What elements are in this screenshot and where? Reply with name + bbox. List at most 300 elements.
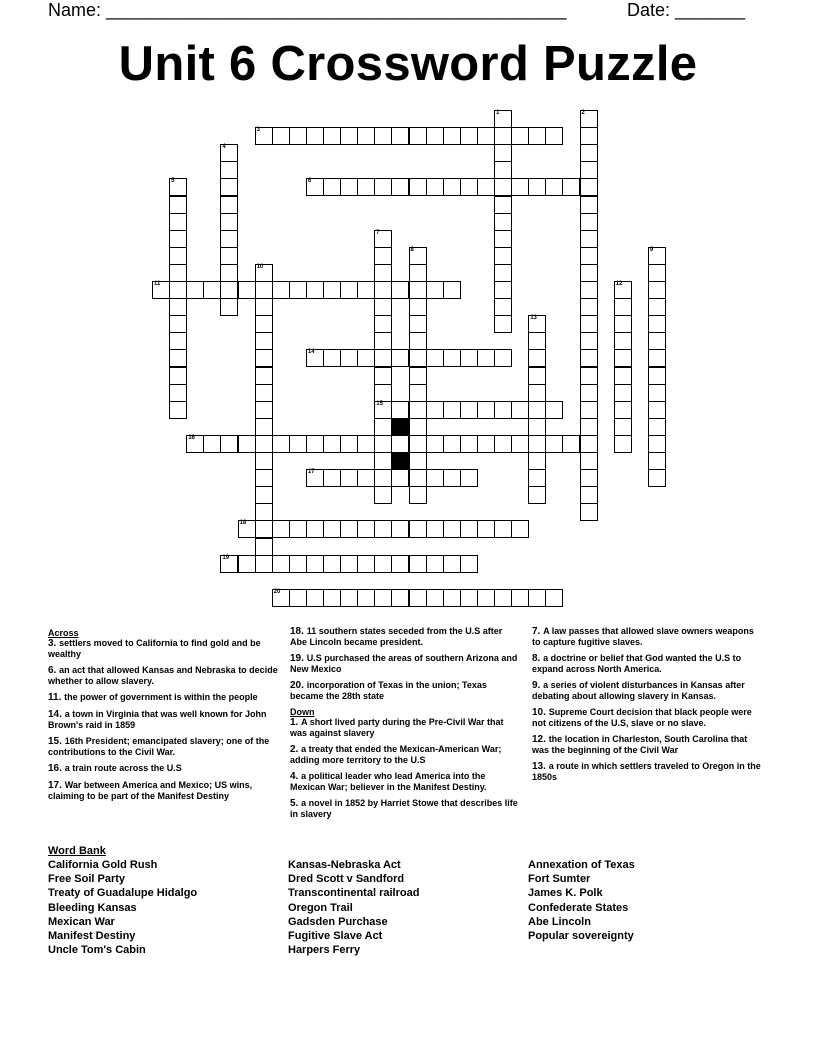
crossword-cell[interactable] <box>323 555 341 573</box>
crossword-cell[interactable] <box>306 555 324 573</box>
crossword-cell[interactable] <box>409 247 427 265</box>
crossword-cell[interactable] <box>255 127 273 145</box>
crossword-cell[interactable] <box>580 144 598 162</box>
crossword-cell[interactable] <box>374 281 392 299</box>
crossword-cell[interactable] <box>580 161 598 179</box>
crossword-cell[interactable] <box>477 349 495 367</box>
crossword-cell[interactable] <box>614 349 632 367</box>
crossword-cell[interactable] <box>255 349 273 367</box>
crossword-cell[interactable] <box>220 144 238 162</box>
crossword-cell[interactable] <box>374 418 392 436</box>
clue-text: a treaty that ended the Mexican-American War; adding more territory to the U.S <box>290 744 502 765</box>
crossword-cell[interactable] <box>443 281 461 299</box>
clue-text: Supreme Court decision that black people were not citizens of the U.S, slave or no slave. <box>532 707 752 728</box>
crossword-cell[interactable] <box>186 435 204 453</box>
crossword-cell[interactable] <box>460 127 478 145</box>
crossword-cell[interactable] <box>494 281 512 299</box>
clue-text: a town in Virginia that was well known for John Brown's raid in 1859 <box>48 709 267 730</box>
crossword-cell[interactable] <box>203 281 221 299</box>
crossword-cell[interactable] <box>426 127 444 145</box>
crossword-cell[interactable] <box>272 520 290 538</box>
crossword-cell[interactable] <box>443 589 461 607</box>
crossword-cell[interactable] <box>323 435 341 453</box>
crossword-cell[interactable] <box>255 435 273 453</box>
crossword-cell[interactable] <box>648 247 666 265</box>
crossword-cell[interactable] <box>152 281 170 299</box>
crossword-cell[interactable] <box>409 401 427 419</box>
crossword-cell[interactable] <box>391 281 409 299</box>
crossword-cell[interactable] <box>220 281 238 299</box>
crossword-cell[interactable] <box>220 196 238 214</box>
crossword-cell[interactable] <box>357 127 375 145</box>
crossword-cell[interactable] <box>391 435 409 453</box>
crossword-cell[interactable] <box>580 503 598 521</box>
crossword-cell[interactable] <box>426 401 444 419</box>
crossword-cell[interactable] <box>477 435 495 453</box>
crossword-cell[interactable] <box>562 178 580 196</box>
crossword-cell[interactable] <box>306 435 324 453</box>
crossword-cell[interactable] <box>528 469 546 487</box>
crossword-cell[interactable] <box>460 589 478 607</box>
crossword-cell[interactable] <box>306 178 324 196</box>
crossword-cell[interactable] <box>528 589 546 607</box>
crossword-cell[interactable] <box>374 435 392 453</box>
crossword-cell[interactable] <box>357 435 375 453</box>
crossword-cell[interactable] <box>580 178 598 196</box>
crossword-cell[interactable] <box>409 418 427 436</box>
crossword-cell[interactable] <box>494 247 512 265</box>
cell-number: 11 <box>154 281 161 287</box>
crossword-cell[interactable] <box>545 127 563 145</box>
crossword-cell[interactable] <box>580 401 598 419</box>
crossword-cell[interactable] <box>340 589 358 607</box>
crossword-cell[interactable] <box>580 264 598 282</box>
crossword-cell[interactable] <box>289 127 307 145</box>
crossword-cell[interactable] <box>255 469 273 487</box>
crossword-cell[interactable] <box>220 264 238 282</box>
crossword-cell[interactable] <box>494 401 512 419</box>
crossword-cell[interactable] <box>494 178 512 196</box>
crossword-cell[interactable] <box>580 110 598 128</box>
crossword-cell[interactable] <box>409 435 427 453</box>
crossword-cell[interactable] <box>340 520 358 538</box>
crossword-cell[interactable] <box>528 349 546 367</box>
crossword-cell[interactable] <box>374 332 392 350</box>
crossword-cell[interactable] <box>426 281 444 299</box>
crossword-cell[interactable] <box>648 401 666 419</box>
crossword-cell[interactable] <box>528 367 546 385</box>
crossword-cell[interactable] <box>323 520 341 538</box>
crossword-cell[interactable] <box>255 555 273 573</box>
crossword-cell[interactable] <box>374 298 392 316</box>
crossword-cell[interactable] <box>426 469 444 487</box>
crossword-cell[interactable] <box>272 281 290 299</box>
crossword-cell[interactable] <box>614 367 632 385</box>
crossword-cell[interactable] <box>220 161 238 179</box>
crossword-cell[interactable] <box>255 452 273 470</box>
crossword-cell[interactable] <box>255 538 273 556</box>
crossword-cell[interactable] <box>374 589 392 607</box>
crossword-cell[interactable] <box>169 247 187 265</box>
crossword-cell[interactable] <box>580 298 598 316</box>
crossword-cell[interactable] <box>511 435 529 453</box>
crossword-cell[interactable] <box>169 349 187 367</box>
crossword-cell[interactable] <box>580 486 598 504</box>
crossword-cell[interactable] <box>186 281 204 299</box>
crossword-cell[interactable] <box>614 332 632 350</box>
crossword-cell[interactable] <box>169 178 187 196</box>
crossword-cell[interactable] <box>391 178 409 196</box>
crossword-cell[interactable] <box>340 435 358 453</box>
crossword-cell[interactable] <box>374 230 392 248</box>
crossword-cell[interactable] <box>494 349 512 367</box>
crossword-cell[interactable] <box>238 555 256 573</box>
crossword-cell[interactable] <box>460 401 478 419</box>
crossword-cell[interactable] <box>460 555 478 573</box>
crossword-cell[interactable] <box>255 384 273 402</box>
crossword-cell[interactable] <box>477 401 495 419</box>
crossword-cell[interactable] <box>528 178 546 196</box>
crossword-cell[interactable] <box>426 520 444 538</box>
crossword-cell[interactable] <box>409 349 427 367</box>
crossword-cell[interactable] <box>545 589 563 607</box>
crossword-cell[interactable] <box>528 486 546 504</box>
crossword-cell[interactable] <box>614 315 632 333</box>
crossword-cell[interactable] <box>494 161 512 179</box>
crossword-cell[interactable] <box>511 589 529 607</box>
crossword-cell[interactable] <box>391 349 409 367</box>
crossword-cell[interactable] <box>443 520 461 538</box>
crossword-cell[interactable] <box>409 520 427 538</box>
crossword-cell[interactable] <box>511 401 529 419</box>
crossword-cell[interactable] <box>477 520 495 538</box>
crossword-cell[interactable] <box>255 298 273 316</box>
name-field-label[interactable]: Name: ______________________________________________ <box>48 0 567 20</box>
crossword-cell[interactable] <box>580 452 598 470</box>
crossword-cell[interactable] <box>409 264 427 282</box>
crossword-cell[interactable] <box>409 486 427 504</box>
crossword-cell[interactable] <box>614 401 632 419</box>
crossword-cell[interactable] <box>545 435 563 453</box>
crossword-cell[interactable] <box>648 298 666 316</box>
crossword-cell[interactable] <box>409 589 427 607</box>
crossword-cell[interactable] <box>460 178 478 196</box>
clue-number: 13. <box>532 761 549 772</box>
crossword-cell[interactable] <box>426 435 444 453</box>
crossword-cell[interactable] <box>169 196 187 214</box>
crossword-cell[interactable] <box>494 127 512 145</box>
crossword-cell[interactable] <box>220 555 238 573</box>
crossword-cell[interactable] <box>580 349 598 367</box>
crossword-cell[interactable] <box>580 230 598 248</box>
crossword-cell[interactable] <box>255 264 273 282</box>
crossword-cell[interactable] <box>580 281 598 299</box>
crossword-cell[interactable] <box>374 247 392 265</box>
crossword-cell[interactable] <box>580 418 598 436</box>
crossword-cell[interactable] <box>374 384 392 402</box>
crossword-cell[interactable] <box>409 315 427 333</box>
crossword-cell[interactable] <box>648 315 666 333</box>
cell-number: 20 <box>273 588 281 595</box>
crossword-cell[interactable] <box>494 315 512 333</box>
crossword-cell[interactable] <box>562 435 580 453</box>
crossword-cell[interactable] <box>169 298 187 316</box>
crossword-cell[interactable] <box>494 110 512 128</box>
clue-text: a train route across the U.S <box>64 763 182 773</box>
crossword-cell[interactable] <box>426 349 444 367</box>
crossword-cell[interactable] <box>272 589 290 607</box>
crossword-cell[interactable] <box>580 469 598 487</box>
crossword-cell[interactable] <box>528 315 546 333</box>
crossword-cell[interactable] <box>374 486 392 504</box>
crossword-cell[interactable] <box>614 281 632 299</box>
crossword-cell[interactable] <box>238 520 256 538</box>
crossword-cell[interactable] <box>169 401 187 419</box>
crossword-cell[interactable] <box>169 367 187 385</box>
crossword-cell[interactable] <box>306 281 324 299</box>
clue-item <box>532 680 764 701</box>
word-bank-item: California Gold Rush <box>48 859 158 871</box>
crossword-cell[interactable] <box>220 230 238 248</box>
crossword-cell[interactable] <box>443 555 461 573</box>
crossword-cell[interactable] <box>391 555 409 573</box>
crossword-cell[interactable] <box>391 520 409 538</box>
crossword-cell[interactable] <box>477 589 495 607</box>
crossword-cell[interactable] <box>357 178 375 196</box>
crossword-cell[interactable] <box>580 435 598 453</box>
crossword-cell[interactable] <box>340 555 358 573</box>
crossword-cell[interactable] <box>255 418 273 436</box>
crossword-cell[interactable] <box>648 349 666 367</box>
crossword-cell[interactable] <box>391 469 409 487</box>
clue-item <box>48 763 280 774</box>
crossword-cell[interactable] <box>306 589 324 607</box>
crossword-cell[interactable] <box>614 435 632 453</box>
crossword-cell[interactable] <box>528 435 546 453</box>
crossword-cell[interactable] <box>169 315 187 333</box>
crossword-cell[interactable] <box>357 520 375 538</box>
crossword-cell[interactable] <box>494 520 512 538</box>
crossword-cell[interactable] <box>426 589 444 607</box>
crossword-cell[interactable] <box>306 520 324 538</box>
crossword-cell[interactable] <box>255 367 273 385</box>
crossword-cell[interactable] <box>460 520 478 538</box>
crossword-cell[interactable] <box>580 367 598 385</box>
crossword-cell[interactable] <box>409 384 427 402</box>
crossword-cell[interactable] <box>494 196 512 214</box>
crossword-cell[interactable] <box>528 401 546 419</box>
crossword-cell[interactable] <box>357 281 375 299</box>
crossword-cell[interactable] <box>238 435 256 453</box>
crossword-cell[interactable] <box>272 435 290 453</box>
crossword-cell[interactable] <box>426 178 444 196</box>
crossword-cell[interactable] <box>391 589 409 607</box>
crossword-cell[interactable] <box>340 349 358 367</box>
crossword-cell[interactable] <box>648 469 666 487</box>
crossword-cell[interactable] <box>580 196 598 214</box>
crossword-cell[interactable] <box>443 127 461 145</box>
crossword-cell[interactable] <box>460 349 478 367</box>
crossword-cell[interactable] <box>443 435 461 453</box>
crossword-cell[interactable] <box>374 367 392 385</box>
crossword-cell[interactable] <box>460 469 478 487</box>
crossword-cell[interactable] <box>255 503 273 521</box>
crossword-cell[interactable] <box>374 315 392 333</box>
crossword-cell[interactable] <box>374 520 392 538</box>
crossword-cell[interactable] <box>374 555 392 573</box>
crossword-cell[interactable] <box>289 589 307 607</box>
crossword-cell[interactable] <box>528 127 546 145</box>
crossword-cell[interactable] <box>409 332 427 350</box>
crossword-cell[interactable] <box>477 127 495 145</box>
crossword-cell[interactable] <box>443 349 461 367</box>
crossword-cell[interactable] <box>648 367 666 385</box>
crossword-cell[interactable] <box>272 555 290 573</box>
crossword-cell[interactable] <box>357 349 375 367</box>
crossword-cell[interactable] <box>648 384 666 402</box>
crossword-cell[interactable] <box>255 486 273 504</box>
crossword-cell[interactable] <box>357 589 375 607</box>
crossword-cell[interactable] <box>460 435 478 453</box>
crossword-cell[interactable] <box>289 555 307 573</box>
crossword-cell[interactable] <box>648 332 666 350</box>
crossword-cell[interactable] <box>494 144 512 162</box>
crossword-cell[interactable] <box>648 435 666 453</box>
crossword-cell[interactable] <box>323 281 341 299</box>
crossword-cell[interactable] <box>169 230 187 248</box>
crossword-cell[interactable] <box>545 178 563 196</box>
crossword-cell[interactable] <box>545 401 563 419</box>
crossword-cell[interactable] <box>511 520 529 538</box>
crossword-cell[interactable] <box>648 264 666 282</box>
crossword-cell[interactable] <box>323 349 341 367</box>
crossword-cell[interactable] <box>289 520 307 538</box>
crossword-cell[interactable] <box>306 349 324 367</box>
crossword-cell[interactable] <box>494 435 512 453</box>
crossword-cell[interactable] <box>220 247 238 265</box>
crossword-cell[interactable] <box>648 452 666 470</box>
crossword-cell[interactable] <box>374 178 392 196</box>
crossword-cell[interactable] <box>357 555 375 573</box>
crossword-cell[interactable] <box>409 469 427 487</box>
crossword-cell[interactable] <box>409 367 427 385</box>
crossword-cell[interactable] <box>340 178 358 196</box>
date-field-label[interactable]: Date: _______ <box>627 0 746 20</box>
clue-text: 11 southern states seceded from the U.S after Abe Lincoln became president. <box>290 626 503 647</box>
crossword-cell[interactable] <box>374 401 392 419</box>
crossword-cell[interactable] <box>494 230 512 248</box>
crossword-cell[interactable] <box>443 469 461 487</box>
crossword-cell[interactable] <box>323 589 341 607</box>
crossword-cell[interactable] <box>272 127 290 145</box>
crossword-cell[interactable] <box>528 384 546 402</box>
crossword-cell[interactable] <box>409 452 427 470</box>
crossword-cell[interactable] <box>426 555 444 573</box>
crossword-cell[interactable] <box>580 332 598 350</box>
crossword-cell[interactable] <box>391 401 409 419</box>
crossword-cell[interactable] <box>357 469 375 487</box>
crossword-cell[interactable] <box>614 384 632 402</box>
crossword-cell[interactable] <box>255 332 273 350</box>
crossword-cell[interactable] <box>409 281 427 299</box>
crossword-cell[interactable] <box>528 332 546 350</box>
clue-number: 19. <box>290 653 307 664</box>
crossword-cell[interactable] <box>220 213 238 231</box>
crossword-cell[interactable] <box>580 127 598 145</box>
crossword-cell[interactable] <box>374 264 392 282</box>
crossword-cell[interactable] <box>494 298 512 316</box>
crossword-cell[interactable] <box>169 332 187 350</box>
crossword-cell[interactable] <box>255 520 273 538</box>
crossword-cell[interactable] <box>580 213 598 231</box>
crossword-cell[interactable] <box>528 418 546 436</box>
crossword-cell[interactable] <box>169 213 187 231</box>
crossword-cell[interactable] <box>203 435 221 453</box>
crossword-cell[interactable] <box>323 469 341 487</box>
crossword-cell[interactable] <box>289 435 307 453</box>
crossword-cell[interactable] <box>580 384 598 402</box>
crossword-cell[interactable] <box>528 452 546 470</box>
crossword-cell[interactable] <box>374 469 392 487</box>
crossword-cell[interactable] <box>340 281 358 299</box>
crossword-cell[interactable] <box>220 298 238 316</box>
crossword-cell[interactable] <box>648 418 666 436</box>
crossword-cell[interactable] <box>374 452 392 470</box>
crossword-cell[interactable] <box>374 127 392 145</box>
crossword-cell[interactable] <box>306 469 324 487</box>
crossword-cell[interactable] <box>323 127 341 145</box>
crossword-cell[interactable] <box>409 178 427 196</box>
crossword-cell[interactable] <box>409 555 427 573</box>
crossword-cell[interactable] <box>391 127 409 145</box>
crossword-cell[interactable] <box>169 384 187 402</box>
crossword-cell[interactable] <box>477 178 495 196</box>
crossword-cell[interactable] <box>323 178 341 196</box>
crossword-cell[interactable] <box>255 281 273 299</box>
clue-item <box>48 709 280 730</box>
crossword-cell[interactable] <box>220 435 238 453</box>
crossword-cell[interactable] <box>340 127 358 145</box>
crossword-cell[interactable] <box>238 281 256 299</box>
crossword-cell[interactable] <box>614 418 632 436</box>
crossword-cell[interactable] <box>511 127 529 145</box>
crossword-cell[interactable] <box>580 247 598 265</box>
crossword-cell[interactable] <box>169 264 187 282</box>
crossword-cell[interactable] <box>648 281 666 299</box>
crossword-cell[interactable] <box>340 469 358 487</box>
crossword-cell[interactable] <box>255 401 273 419</box>
clue-text: A short lived party during the Pre-Civil War that was against slavery <box>290 717 504 738</box>
crossword-cell[interactable] <box>409 298 427 316</box>
crossword-black-cell <box>391 418 409 436</box>
cell-number: 8 <box>410 246 414 253</box>
crossword-cell[interactable] <box>443 178 461 196</box>
crossword-cell[interactable] <box>169 281 187 299</box>
crossword-cell[interactable] <box>409 127 427 145</box>
crossword-cell[interactable] <box>374 349 392 367</box>
crossword-cell[interactable] <box>289 281 307 299</box>
crossword-cell[interactable] <box>494 589 512 607</box>
crossword-cell[interactable] <box>580 315 598 333</box>
crossword-cell[interactable] <box>511 178 529 196</box>
crossword-cell[interactable] <box>220 178 238 196</box>
crossword-cell[interactable] <box>614 298 632 316</box>
crossword-cell[interactable] <box>494 264 512 282</box>
crossword-cell[interactable] <box>255 315 273 333</box>
crossword-cell[interactable] <box>443 401 461 419</box>
crossword-cell[interactable] <box>494 213 512 231</box>
crossword-cell[interactable] <box>306 127 324 145</box>
